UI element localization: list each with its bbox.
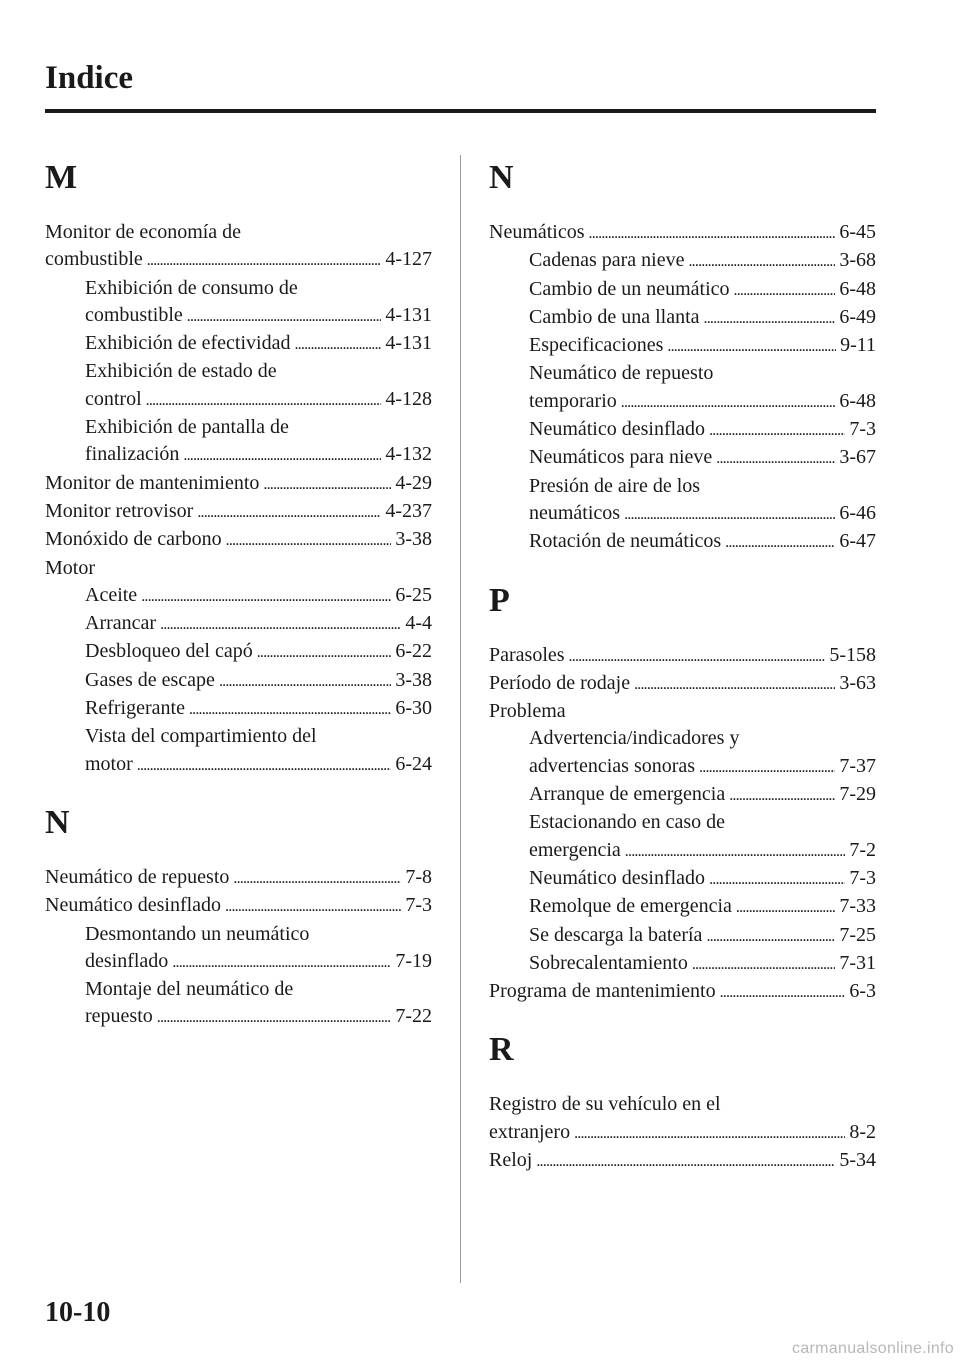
page-reference: 4-237	[385, 499, 432, 522]
index-entry	[489, 1091, 876, 1147]
dot-leader	[294, 330, 381, 358]
page-reference: 7-25	[839, 923, 876, 946]
entry-text: Estacionando en caso de	[529, 811, 726, 834]
entry-text: Neumático de repuesto	[45, 865, 230, 888]
page-reference: 6-30	[395, 697, 432, 720]
index-entry	[45, 892, 432, 920]
entry-line	[85, 302, 432, 330]
entry-line	[529, 360, 876, 387]
entry-text-continued: combustible	[45, 248, 143, 271]
entry-line	[489, 1119, 876, 1147]
dot-leader	[183, 441, 381, 469]
entry-line	[529, 781, 876, 809]
entry-text: Advertencia/indicadores y	[529, 727, 740, 750]
dot-leader	[172, 948, 391, 976]
entry-line	[529, 416, 876, 444]
entry-line	[85, 582, 432, 610]
entry-text: Problema	[489, 700, 566, 723]
page-reference: 7-3	[405, 894, 432, 917]
page-reference: 7-22	[395, 1005, 432, 1028]
entry-line	[529, 950, 876, 978]
dot-leader	[137, 751, 392, 779]
index-subentry	[45, 695, 432, 723]
index-subentry	[489, 725, 876, 781]
entry-text-continued: desinflado	[85, 949, 169, 972]
index-subentry	[489, 922, 876, 950]
entry-line	[85, 386, 432, 414]
entry-text: Neumático desinflado	[529, 418, 706, 441]
entry-text: Remolque de emergencia	[529, 895, 732, 918]
index-subentry	[489, 304, 876, 332]
entry-line	[529, 837, 876, 865]
entry-text: Exhibición de efectividad	[85, 332, 291, 355]
dot-leader	[157, 1003, 392, 1031]
entry-line	[45, 864, 432, 892]
entry-text: Neumáticos para nieve	[529, 446, 713, 469]
page-reference: 3-67	[839, 446, 876, 469]
page-reference: 7-3	[849, 866, 876, 889]
entry-line	[489, 642, 876, 670]
entry-line	[85, 275, 432, 302]
index-subentry	[45, 275, 432, 331]
entry-line	[529, 753, 876, 781]
dot-leader	[219, 667, 391, 695]
dot-leader	[625, 837, 846, 865]
page-reference: 6-24	[395, 752, 432, 775]
entry-line	[45, 526, 432, 554]
entry-text: Vista del compartimiento del	[85, 725, 317, 748]
page-reference: 6-47	[839, 530, 876, 553]
entry-text-continued: motor	[85, 752, 133, 775]
header-rule	[45, 109, 876, 113]
page-reference: 7-3	[849, 418, 876, 441]
entry-line	[529, 247, 876, 275]
dot-leader	[704, 304, 836, 332]
entry-text: Registro de su vehículo en el	[489, 1093, 721, 1116]
entry-line	[85, 330, 432, 358]
entry-text: Cambio de un neumático	[529, 277, 730, 300]
entry-line	[85, 414, 432, 441]
entry-text-continued: repuesto	[85, 1005, 153, 1028]
dot-leader	[709, 416, 845, 444]
entry-text: Cambio de una llanta	[529, 305, 700, 328]
entry-line	[489, 1147, 876, 1175]
dot-leader	[263, 470, 391, 498]
entry-line	[45, 892, 432, 920]
entry-line	[85, 976, 432, 1003]
section-letter: N	[45, 803, 70, 841]
entry-text-continued: emergencia	[529, 838, 621, 861]
page-reference: 7-37	[839, 754, 876, 777]
entry-text-continued: neumáticos	[529, 501, 621, 524]
page-reference: 7-33	[839, 895, 876, 918]
index-entry	[45, 498, 432, 526]
section-gap	[489, 557, 876, 581]
entry-line	[85, 1003, 432, 1031]
entry-text: Exhibición de consumo de	[85, 276, 298, 299]
entry-text: Aceite	[85, 583, 138, 606]
index-column-left	[45, 158, 432, 1032]
index-subentry	[45, 610, 432, 638]
entry-line	[85, 921, 432, 948]
entry-text: Sobrecalentamiento	[529, 951, 688, 974]
entry-line	[45, 246, 432, 274]
section-letter: M	[45, 159, 78, 196]
index-subentry	[489, 893, 876, 921]
page-number: 10-10	[45, 1297, 111, 1328]
entry-text-continued: combustible	[85, 303, 183, 326]
dot-leader	[716, 444, 835, 472]
page-reference: 4-132	[385, 443, 432, 466]
entry-text-continued: finalización	[85, 443, 180, 466]
entry-line	[85, 723, 432, 750]
entry-line	[85, 695, 432, 723]
index-subentry	[489, 809, 876, 865]
entry-text: Neumático desinflado	[529, 866, 706, 889]
entry-line	[45, 498, 432, 526]
dot-leader	[569, 642, 826, 670]
page-reference: 7-8	[405, 865, 432, 888]
dot-leader	[729, 781, 835, 809]
entry-line	[529, 500, 876, 528]
entry-line	[45, 470, 432, 498]
entry-line	[489, 1091, 876, 1118]
entry-text: Período de rodaje	[489, 671, 631, 694]
page-reference: 6-48	[839, 389, 876, 412]
index-subentry	[489, 473, 876, 529]
dot-leader	[688, 247, 835, 275]
index-subentry	[489, 247, 876, 275]
page-reference: 6-48	[839, 277, 876, 300]
dot-leader	[734, 276, 836, 304]
index-entry	[45, 555, 432, 582]
dot-leader	[233, 864, 401, 892]
page-reference: 9-11	[840, 334, 876, 357]
entry-line	[529, 922, 876, 950]
dot-leader	[699, 753, 835, 781]
dot-leader	[634, 670, 835, 698]
index-subentry	[489, 276, 876, 304]
dot-leader	[709, 865, 845, 893]
entry-line	[529, 725, 876, 752]
page-reference: 4-29	[395, 471, 432, 494]
page-reference: 4-131	[385, 303, 432, 326]
entry-line	[529, 444, 876, 472]
entry-text: Programa de mantenimiento	[489, 980, 716, 1003]
entry-line	[529, 528, 876, 556]
page-reference: 7-31	[839, 951, 876, 974]
index-entry	[45, 470, 432, 498]
page-reference: 6-3	[849, 980, 876, 1003]
page-reference: 6-25	[395, 583, 432, 606]
page-reference: 3-63	[839, 671, 876, 694]
page-reference: 7-2	[849, 838, 876, 861]
entry-line	[529, 893, 876, 921]
section-letter: N	[489, 159, 514, 196]
index-subentry	[489, 444, 876, 472]
entry-text: Exhibición de estado de	[85, 360, 277, 383]
index-subentry	[489, 360, 876, 416]
entry-text: Rotación de neumáticos	[529, 530, 722, 553]
entry-line	[45, 555, 432, 582]
entry-text: Desbloqueo del capó	[85, 640, 253, 663]
dot-leader	[189, 695, 391, 723]
index-subentry	[45, 921, 432, 977]
dot-leader	[226, 526, 392, 554]
page-reference: 6-45	[839, 221, 876, 243]
index-subentry	[45, 358, 432, 414]
entry-line	[529, 332, 876, 360]
index-entry	[489, 698, 876, 725]
entry-line	[529, 276, 876, 304]
index-subentry	[489, 950, 876, 978]
entry-text-continued: temporario	[529, 389, 617, 412]
dot-leader	[536, 1147, 835, 1175]
entry-line	[489, 219, 876, 247]
dot-leader	[706, 922, 835, 950]
entry-line	[529, 809, 876, 836]
dot-leader	[147, 246, 382, 274]
index-subentry	[489, 528, 876, 556]
page-reference: 4-131	[385, 332, 432, 355]
index-entry	[489, 1147, 876, 1175]
section-gap	[489, 1006, 876, 1030]
page-reference: 7-19	[395, 949, 432, 972]
page-reference: 6-49	[839, 305, 876, 328]
index-subentry	[45, 723, 432, 779]
entry-text: Exhibición de pantalla de	[85, 416, 289, 439]
dot-leader	[225, 892, 401, 920]
entry-line	[529, 388, 876, 416]
index-subentry	[45, 330, 432, 358]
section-letter: R	[489, 1031, 514, 1069]
entry-line	[85, 638, 432, 666]
entry-line	[85, 610, 432, 638]
entry-line	[45, 219, 432, 246]
entry-text: Monitor retrovisor	[45, 499, 194, 522]
index-subentry	[45, 667, 432, 695]
dot-leader	[197, 498, 381, 526]
index-subentry	[489, 416, 876, 444]
dot-leader	[146, 386, 382, 414]
dot-leader	[160, 610, 401, 638]
entry-text: Monitor de economía de	[45, 221, 242, 243]
page-reference: 5-34	[839, 1149, 876, 1172]
page-reference: 6-22	[395, 640, 432, 663]
page-reference: 5-158	[829, 643, 876, 666]
entry-line	[85, 667, 432, 695]
index-subentry	[45, 582, 432, 610]
entry-text: Parasoles	[489, 643, 565, 666]
watermark: carmanualsonline.info	[792, 1340, 954, 1357]
entry-text: Desmontando un neumático	[85, 922, 310, 945]
index-entry	[45, 219, 432, 275]
dot-leader	[624, 500, 835, 528]
entry-text: Gases de escape	[85, 668, 215, 691]
entry-text-continued: advertencias sonoras	[529, 754, 696, 777]
entry-text: Motor	[45, 556, 95, 579]
entry-line	[489, 670, 876, 698]
index-entry	[489, 978, 876, 1006]
dot-leader	[589, 219, 836, 247]
page-reference: 3-68	[839, 249, 876, 272]
page-title: Indice	[45, 60, 134, 96]
entry-line	[85, 441, 432, 469]
index-subentry	[489, 865, 876, 893]
dot-leader	[257, 638, 392, 666]
page-reference: 4-127	[385, 248, 432, 271]
index-subentry	[45, 414, 432, 470]
page-reference: 4-128	[385, 387, 432, 410]
entry-text: Monóxido de carbono	[45, 528, 222, 551]
entry-text: Neumático desinflado	[45, 894, 222, 917]
section-gap	[45, 779, 432, 803]
index-column-right	[489, 158, 876, 1175]
entry-line	[529, 865, 876, 893]
index-subentry	[489, 332, 876, 360]
index-subentry	[489, 781, 876, 809]
entry-text-continued: extranjero	[489, 1120, 571, 1143]
entry-line	[85, 751, 432, 779]
section-letter: P	[489, 581, 510, 619]
entry-text: Arranque de emergencia	[529, 783, 726, 806]
dot-leader	[667, 332, 836, 360]
entry-text: Cadenas para nieve	[529, 249, 685, 272]
entry-text: Neumático de repuesto	[529, 362, 714, 385]
entry-text: Reloj	[489, 1149, 533, 1172]
dot-leader	[692, 950, 836, 978]
index-entry	[489, 670, 876, 698]
entry-text: Monitor de mantenimiento	[45, 471, 260, 494]
entry-text: Refrigerante	[85, 697, 185, 720]
page-reference: 3-38	[395, 668, 432, 691]
entry-text-continued: control	[85, 387, 142, 410]
dot-leader	[725, 528, 835, 556]
entry-line	[85, 358, 432, 385]
page-reference: 3-38	[395, 528, 432, 551]
entry-line	[489, 698, 876, 725]
index-entry	[45, 864, 432, 892]
index-entry	[45, 526, 432, 554]
entry-text: Especificaciones	[529, 334, 664, 357]
page-reference: 6-46	[839, 501, 876, 524]
entry-line	[489, 978, 876, 1006]
entry-text: Presión de aire de los	[529, 474, 701, 497]
entry-text: Se descarga la batería	[529, 923, 703, 946]
dot-leader	[574, 1119, 845, 1147]
entry-line	[529, 304, 876, 332]
dot-leader	[720, 978, 846, 1006]
entry-line	[85, 948, 432, 976]
entry-text: Montaje del neumático de	[85, 978, 294, 1001]
dot-leader	[141, 582, 391, 610]
dot-leader	[736, 893, 835, 921]
entry-text: Neumáticos	[489, 221, 585, 243]
column-divider	[460, 155, 461, 1283]
index-subentry	[45, 976, 432, 1032]
index-subentry	[45, 638, 432, 666]
dot-leader	[621, 388, 836, 416]
page-reference: 8-2	[849, 1120, 876, 1143]
page-reference: 7-29	[839, 783, 876, 806]
page-reference: 4-4	[405, 612, 432, 635]
index-entry	[489, 219, 876, 247]
index-entry	[489, 642, 876, 670]
dot-leader	[187, 302, 382, 330]
entry-text: Arrancar	[85, 612, 157, 635]
entry-line	[529, 473, 876, 500]
